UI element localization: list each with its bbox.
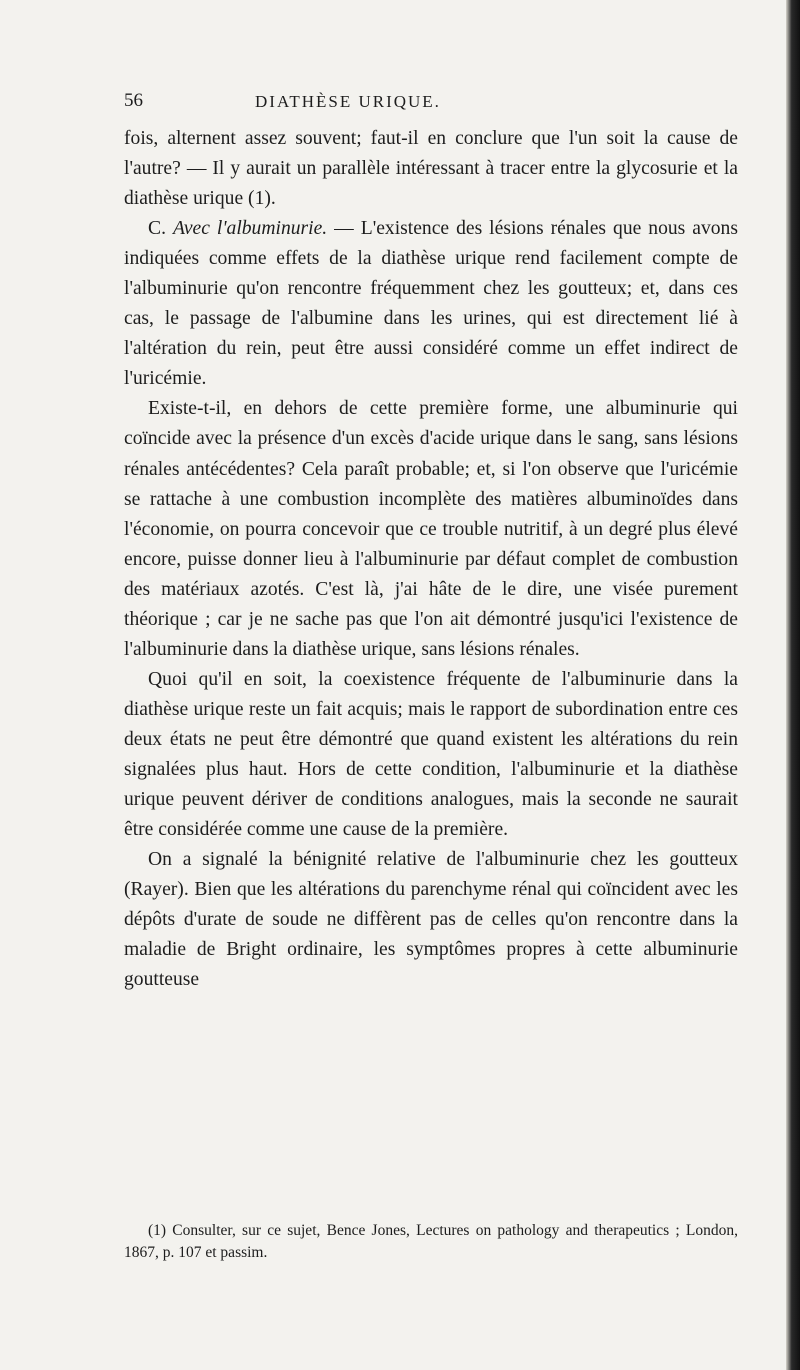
paragraph: fois, alternent assez souvent; faut-il en conclure que l'un soit la cause de l'autre? — Il y aurait un parallèle intéressant à tracer entre la glycosurie et la diathèse urique (1). — [124, 128, 738, 210]
section-paragraph — [124, 214, 738, 394]
footnote: (1) Consulter, sur ce sujet, Bence Jones, Lectures on pathology and therapeutics ; London, 1867, p. 107 et passim. — [124, 1222, 738, 1261]
paragraph: On a signalé la bénignité relative de l'albuminurie chez les goutteux (Rayer). Bien que les altérations du parenchyme rénal qui coïncident avec les dépôts d'urate de soude ne diffèrent pas de celles qu'on rencontre dans la maladie de Bright ordinaire, les symptômes propres à cette albuminurie goutteuse — [124, 849, 738, 991]
paragraph: Quoi qu'il en soit, la coexistence fréquente de l'albuminurie dans la diathèse urique reste un fait acquis; mais le rapport de subordination entre ces deux états ne peut être démontré que quand existent les altérations du rein signalées plus haut. Hors de cette condition, l'albuminurie et la diathèse urique peuvent dériver de conditions analogues, mais la seconde ne saurait être considérée comme une cause de la première. — [124, 668, 738, 841]
section-heading: Avec l'albuminurie. — [172, 218, 328, 240]
page-edge-shadow — [786, 0, 800, 1370]
paragraph: Existe-t-il, en dehors de cette première forme, une albuminurie qui coïncide avec la présence d'un excès d'acide urique dans le sang, sans lésions rénales antécédentes? Cela paraît probable; et, si l'on observe que l'uricémie se rattache à une combustion incomplète des matières albuminoïdes dans l'économie, on pourra concevoir que ce trouble nutritif, à un degré plus élevé encore, puisse donner lieu à l'albuminurie par défaut complet de combustion des matériaux azotés. C'est là, j'ai hâte de le dire, une visée purement théorique ; car je ne sache pas que l'on ait démontré jusqu'ici l'existence de l'albuminurie dans la diathèse urique, sans lésions rénales. — [124, 398, 738, 660]
page-number: 56 — [124, 90, 143, 111]
section-letter: C. — [148, 218, 166, 240]
section-text: — L'existence des lésions rénales que nous avons indiquées comme effets de la diathèse urique rend facilement compte de l'albuminurie qu'on rencontre fréquemment chez les goutteux; et, dans ces cas, le passage de l'albumine dans les urines, qui est directement lié à l'altération du rein, peut être aussi considéré comme un effet indirect de l'uricémie. — [124, 218, 738, 390]
running-title: DIATHÈSE URIQUE. — [255, 92, 441, 111]
body-text — [124, 124, 738, 995]
